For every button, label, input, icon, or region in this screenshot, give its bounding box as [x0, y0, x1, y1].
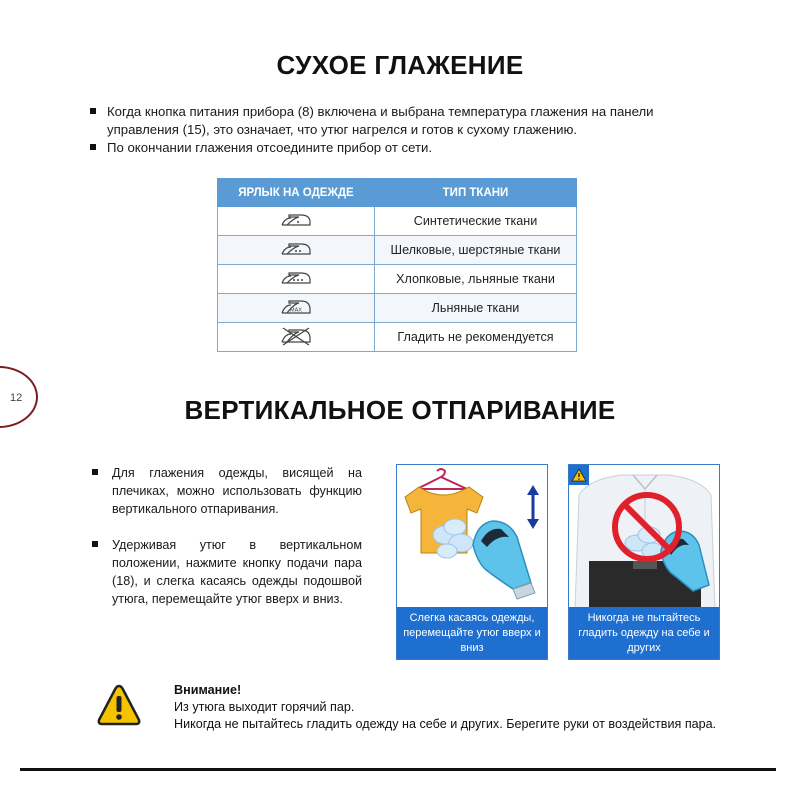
- table-row: [218, 294, 577, 323]
- panel-caption: Никогда не пытайтесь гладить одежду на себе и других: [569, 607, 719, 659]
- warning-line: Никогда не пытайтесь гладить одежду на себе и других. Берегите руки от воздействия пара.: [174, 717, 717, 731]
- panel-caption: Слегка касаясь одежды, перемещайте утюг вверх и вниз: [397, 607, 547, 659]
- bullet-item: Для глажения одежды, висящей на плечиках, можно использовать функцию вертикального отпаривания.: [92, 464, 362, 518]
- fabric-type: Льняные ткани: [375, 294, 577, 323]
- table-row: [218, 265, 577, 294]
- iron-crossed-icon: [218, 323, 375, 352]
- iron-max-icon: [218, 294, 375, 323]
- prohibited-steaming-panel: [568, 464, 720, 660]
- fabric-type: Шелковые, шерстяные ткани: [375, 236, 577, 265]
- fabric-type: Хлопковые, льняные ткани: [375, 265, 577, 294]
- prohibited-steaming-on-person-icon: [569, 465, 720, 609]
- col-header-fabric: ТИП ТКАНИ: [375, 179, 577, 207]
- section-title-dry-ironing: СУХОЕ ГЛАЖЕНИЕ: [276, 50, 524, 80]
- table-row: [218, 207, 577, 236]
- steaming-hanger-icon: [397, 465, 548, 609]
- bullet-item: Удерживая утюг в вертикальном положении, нажмите кнопку подачи пара (18), и слегка касаясь одежды подошвой утюга, перемещайте утюг вверх и вниз.: [92, 536, 362, 608]
- page-bottom-rule: [20, 768, 776, 771]
- page-number: 12: [10, 392, 23, 404]
- iron-3-dots-icon: [218, 265, 375, 294]
- section-title-vertical-steaming: ВЕРТИКАЛЬНОЕ ОТПАРИВАНИЕ: [184, 395, 616, 425]
- bullet-item: Когда кнопка питания прибора (8) включена и выбрана температура глажения на панели управления (15), это означает, что утюг нагрелся и готов к сухому глажению.: [90, 103, 690, 139]
- table-row: [218, 323, 577, 352]
- warning-line: Из утюга выходит горячий пар.: [174, 700, 355, 714]
- iron-1-dot-icon: [218, 207, 375, 236]
- fabric-type: Синтетические ткани: [375, 207, 577, 236]
- warning-heading: Внимание!: [174, 683, 242, 697]
- fabric-type: Гладить не рекомендуется: [375, 323, 577, 352]
- max-label: MAX: [290, 307, 302, 313]
- dry-ironing-bullets: [90, 103, 690, 157]
- warning-triangle-icon: [96, 683, 142, 732]
- vertical-steaming-bullets: [92, 464, 362, 626]
- warning-block: [174, 682, 716, 733]
- fabric-table: [217, 178, 577, 352]
- bullet-item: По окончании глажения отсоедините прибор от сети.: [90, 139, 690, 157]
- table-header-row: [218, 179, 577, 207]
- table-row: [218, 236, 577, 265]
- col-header-label: ЯРЛЫК НА ОДЕЖДЕ: [218, 179, 375, 207]
- steaming-illustration-panel: [396, 464, 548, 660]
- iron-2-dots-icon: [218, 236, 375, 265]
